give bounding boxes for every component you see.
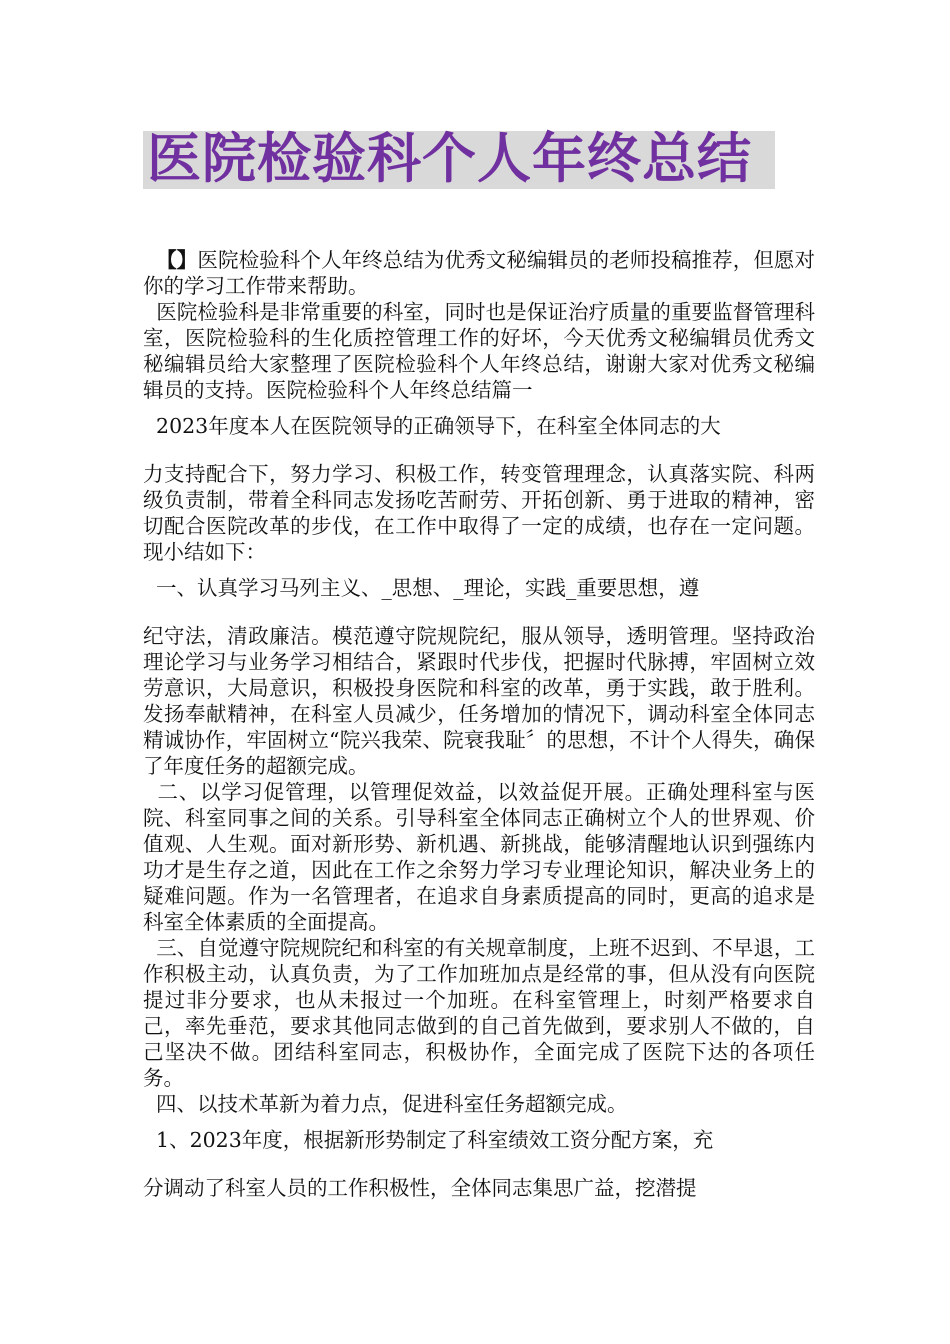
intro-bracket: 【】 [156, 248, 198, 272]
paragraph-3-first-line: 一、认真学习马列主义、_思想、_理论，实践_重要思想，遵 [156, 576, 700, 600]
paragraph-4-text: 二、以学习促管理，以管理促效益，以效益促开展。正确处理科室与医院、科室同事之间的关系。引导科室全体同志正确树立个人的世界观、价值观、人生观。面对新形势、新机遇、新挑战，能够清醒地认识到强练内功才是生存之道，因此在工作之余努力学习专业理论知识，解决业务上的疑难问题。作为一名管理者，在追求自身素质提高的同时，更高的追求是科室全体素质的全面提高。 [143, 780, 815, 934]
paragraph-2 [143, 461, 815, 565]
paragraph-5-text: 三、自觉遵守院规院纪和科室的有关规章制度，上班不迟到、不早退，工作积极主动，认真负责，为了工作加班加点是经常的事，但从没有向医院提过非分要求，也从未报过一个加班。在科室管理上，时刻严格要求自己，率先垂范，要求其他同志做到的自己首先做到，要求别人不做的，自己坚决不做。团结科室同志，积极协作，全面完成了医院下达的各项任务。 [143, 936, 815, 1090]
paragraph-2-line-1 [143, 413, 815, 439]
paragraph-1 [143, 299, 815, 403]
paragraph-5 [143, 935, 815, 1091]
document-body [143, 247, 815, 1201]
paragraph-3-line-1 [143, 575, 815, 601]
paragraph-1-text: 医院检验科是非常重要的科室，同时也是保证治疗质量的重要监督管理科室，医院检验科的生化质控管理工作的好坏，今天优秀文秘编辑员优秀文秘编辑员给大家整理了医院检验科个人年终总结，谢谢大家对优秀文秘编辑员的支持。医院检验科个人年终总结篇一 [143, 300, 815, 402]
paragraph-7-second-line: 分调动了科室人员的工作积极性，全体同志集思广益，挖潜提 [143, 1176, 697, 1200]
paragraph-7-first-line: 1、2023年度，根据新形势制定了科室绩效工资分配方案，充 [156, 1128, 714, 1152]
paragraph-2-first-line: 2023年度本人在医院领导的正确领导下，在科室全体同志的大 [156, 414, 721, 438]
paragraph-6-text: 四、以技术革新为着力点，促进科室任务超额完成。 [156, 1092, 628, 1116]
paragraph-7-line-1 [143, 1127, 815, 1153]
paragraph-4 [143, 779, 815, 935]
paragraph-6 [143, 1091, 815, 1117]
paragraph-3 [143, 623, 815, 779]
paragraph-3-text: 纪守法，清政廉洁。模范遵守院规院纪，服从领导，透明管理。坚持政治理论学习与业务学习相结合，紧跟时代步伐，把握时代脉搏，牢固树立效劳意识，大局意识，积极投身医院和科室的改革，勇于实践，敢于胜利。发扬奉献精神，在科室人员减少，任务增加的情况下，调动科室全体同志精诚协作，牢固树立“院兴我荣、院衰我耻〞的思想，不计个人得失，确保了年度任务的超额完成。 [143, 624, 815, 778]
paragraph-2-text: 力支持配合下，努力学习、积极工作，转变管理理念，认真落实院、科两级负责制，带着全科同志发扬吃苦耐劳、开拓创新、勇于进取的精神，密切配合医院改革的步伐，在工作中取得了一定的成绩，也存在一定问题。现小结如下： [143, 462, 815, 564]
intro-text: 医院检验科个人年终总结为优秀文秘编辑员的老师投稿推荐，但愿对你的学习工作带来帮助。 [143, 248, 815, 298]
paragraph-7-line-2 [143, 1175, 815, 1201]
intro-paragraph [143, 247, 815, 299]
document-title: 医院检验科个人年终总结 [147, 127, 752, 190]
